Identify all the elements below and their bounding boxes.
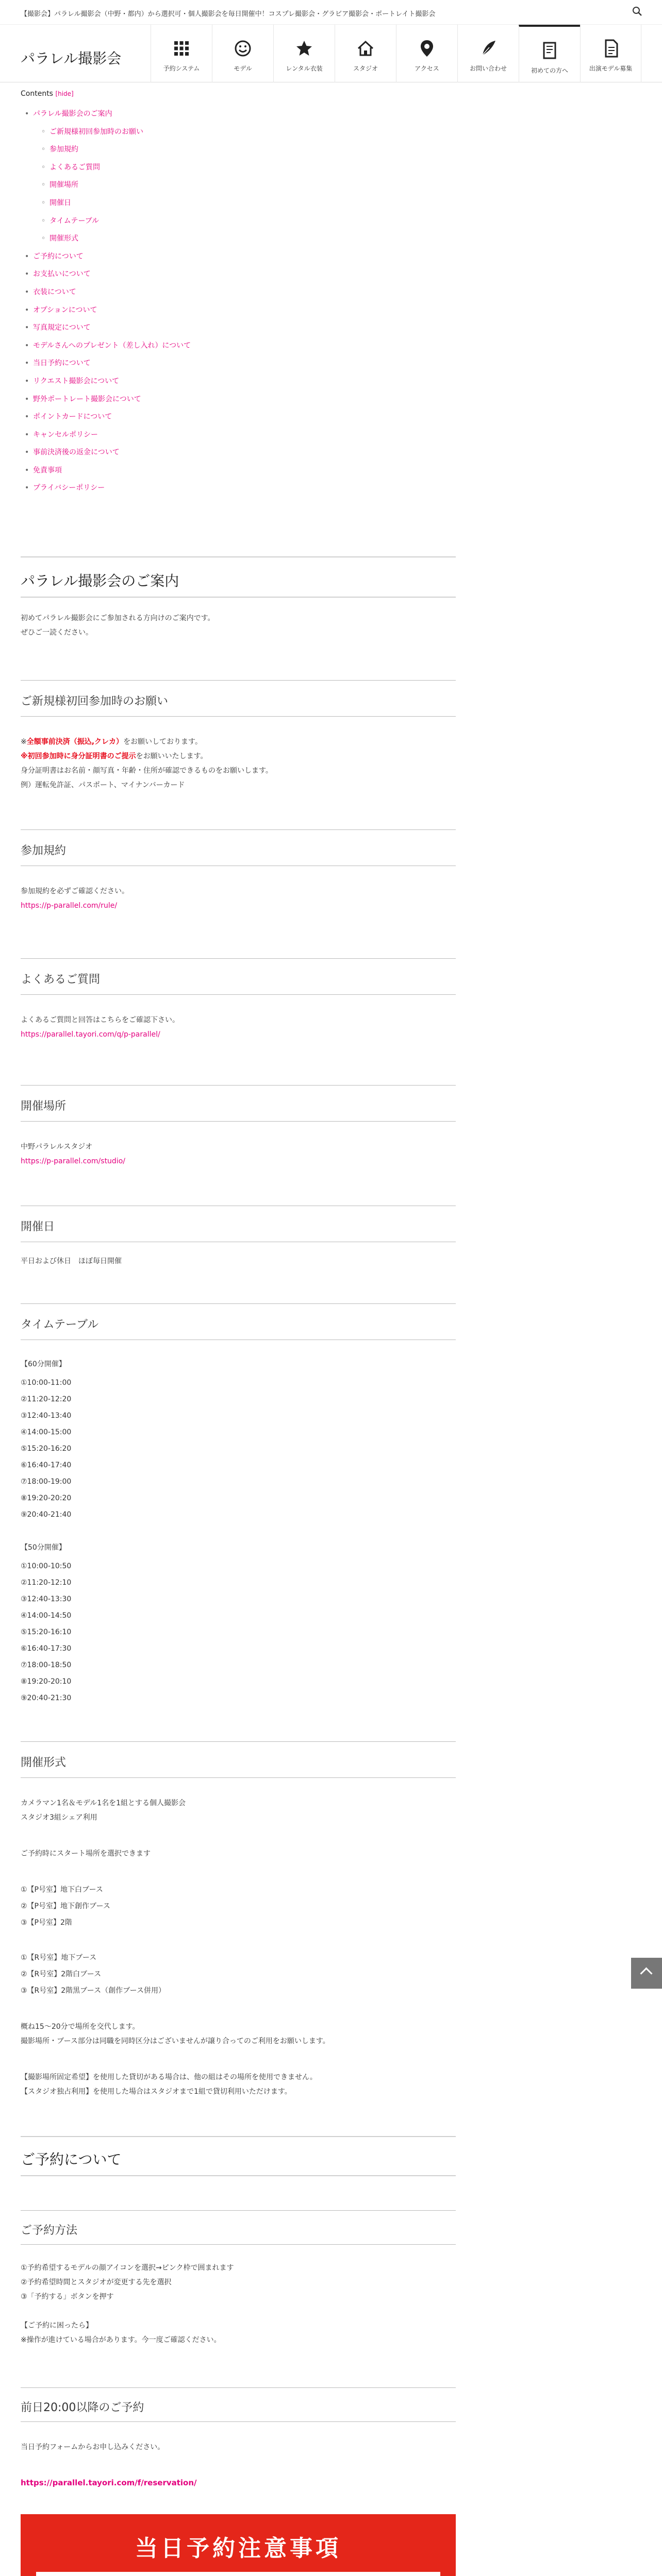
- toc-item[interactable]: • お支払いについて: [21, 265, 464, 283]
- subsection-divider: [21, 1303, 456, 1304]
- nav-item-first-time[interactable]: [519, 25, 580, 82]
- venue-text: 中野パラレルスタジオ: [21, 1143, 93, 1151]
- top-announcement-text: 【撮影会】パラレル撮影会（中野・都内）から選択可・個人撮影会を毎日開催中！コスプレ撮影会・グラビア撮影会・ポートレイト撮影会: [21, 10, 436, 18]
- toc-item[interactable]: ◦ よくあるご質問: [21, 159, 464, 177]
- subsection-title-timetable: タイムテーブル: [21, 1318, 99, 1331]
- notice-title: 当日予約注意事項: [135, 2535, 341, 2562]
- method-text: ②予約希望時間とスタジオが変更する先を選択: [21, 2278, 172, 2286]
- first-visit-text: 例）運転免許証、パスポート、マイナンバーカード: [21, 781, 185, 789]
- timetable-slot: ②11:20-12:10: [21, 1579, 72, 1587]
- format-text: ②【P号室】地下創作ブース: [21, 1902, 110, 1910]
- method-text: 【ご予約に困ったら】: [21, 2321, 93, 2330]
- nav-item-contact[interactable]: [457, 25, 519, 82]
- method-text: ①予約希望するモデルの顔アイコンを選択→ピンク枠で囲まれます: [21, 2264, 234, 2272]
- method-text: ※操作が進けている場合があります。今一度ご確認ください。: [21, 2336, 221, 2344]
- method-text: ③「予約する」ボタンを押す: [21, 2293, 114, 2301]
- first-visit-text: 身分証明書はお名前・顔写真・年齢・住所が確認できるものをお願いします。: [21, 767, 273, 775]
- toc-list: [21, 105, 464, 497]
- section-divider: [21, 556, 456, 557]
- notice-body: [36, 2572, 440, 2576]
- subsection-divider: [21, 2210, 456, 2211]
- section-divider: [21, 2175, 456, 2176]
- subsection-divider: [21, 994, 456, 995]
- section-title-guide: パラレル撮影会のご案内: [21, 572, 179, 589]
- guide-text: ぜひご一読ください。: [21, 629, 93, 637]
- toc-item[interactable]: ◦ タイムテーブル: [21, 212, 464, 230]
- site-logo[interactable]: パラレル撮影会: [21, 50, 122, 67]
- timetable-slot: ⑥16:40-17:30: [21, 1645, 72, 1653]
- timetable-slot: ⑨20:40-21:30: [21, 1694, 72, 1702]
- smile-icon: [233, 38, 253, 59]
- format-text: ③【R号室】2階黒ブース（創作ブース併用）: [21, 1987, 166, 1995]
- nav-item-rental-costume[interactable]: [273, 25, 335, 82]
- format-text: ご予約時にスタート場所を選択できます: [21, 1850, 151, 1858]
- timetable-slot: ⑦18:00-18:50: [21, 1661, 72, 1669]
- nav-item-reservation[interactable]: [151, 25, 212, 82]
- timetable-slot: ③12:40-13:30: [21, 1595, 72, 1603]
- nav-label: 出演モデル募集: [589, 65, 633, 72]
- terms-text: 参加規約を必ずご確認ください。: [21, 887, 129, 895]
- subsection-divider: [21, 1741, 456, 1742]
- toc-item[interactable]: • キャンセルポリシー: [21, 426, 464, 444]
- format-text: スタジオ3組シェア利用: [21, 1814, 97, 1822]
- timetable-slot: ⑧19:20-20:10: [21, 1677, 72, 1686]
- toc-item[interactable]: • ご予約について: [21, 248, 464, 266]
- note-text: をお願いいたします。: [136, 752, 208, 760]
- faq-link[interactable]: https://parallel.tayori.com/q/p-parallel/: [21, 1030, 160, 1039]
- guide-text: 初めてパラレル撮影会にご参加される方向けのご案内です。: [21, 614, 215, 622]
- subsection-title-faq: よくあるご質問: [21, 973, 101, 986]
- scroll-to-top-button[interactable]: [631, 1958, 662, 1989]
- nav-item-studio[interactable]: [335, 25, 396, 82]
- subsection-divider: [21, 2244, 456, 2245]
- document-icon: [601, 38, 621, 59]
- subsection-divider: [21, 716, 456, 717]
- book-icon: [539, 40, 560, 61]
- grid-icon: [171, 38, 192, 59]
- subsection-divider: [21, 1777, 456, 1778]
- toc-title: [21, 90, 74, 98]
- format-text: 撮影場所・ブース部分は同職を同時区分はございませんが譲り合ってのご利用をお願いします。: [21, 2037, 330, 2045]
- section-divider: [21, 597, 456, 598]
- timetable-slot: ⑤15:20-16:10: [21, 1628, 72, 1636]
- prepayment-highlight: 全額事前決済（振込,クレカ）: [26, 738, 124, 746]
- format-text: 【スタジオ独占利用】を使用した場合はスタジオまで1組で貸切利用いただけます。: [21, 2088, 292, 2096]
- toc-item[interactable]: • モデルさんへのプレゼント（差し入れ）について: [21, 337, 464, 355]
- timetable-group-title: 【50分開催】: [21, 1544, 66, 1552]
- sameday-notice-banner: [21, 2514, 456, 2576]
- nav-label: モデル: [234, 65, 252, 72]
- map-pin-icon: [417, 38, 437, 59]
- nav-item-models[interactable]: [212, 25, 273, 82]
- format-text: ①【R号室】地下ブース: [21, 1954, 97, 1962]
- nav-label: レンタル衣装: [286, 65, 323, 72]
- nav-label: アクセス: [415, 65, 439, 72]
- subsection-divider: [21, 958, 456, 959]
- venue-link[interactable]: https://p-parallel.com/studio/: [21, 1157, 125, 1165]
- top-announcement-bar: [0, 0, 662, 25]
- nav-label: スタジオ: [353, 65, 378, 72]
- timetable-group-title: 【60分開催】: [21, 1360, 66, 1368]
- toc-item[interactable]: • オプションについて: [21, 301, 464, 319]
- toc-item[interactable]: • ポイントカードについて: [21, 408, 464, 426]
- subsection-divider: [21, 829, 456, 830]
- subsection-title-method: ご予約方法: [21, 2224, 78, 2237]
- first-visit-payment-note: [21, 735, 202, 749]
- toc-item[interactable]: • 免責事項: [21, 462, 464, 480]
- subsection-divider: [21, 2387, 456, 2388]
- id-highlight: ※初回参加時に身分証明書のご提示: [21, 752, 136, 760]
- timetable-slot: ⑨20:40-21:40: [21, 1511, 72, 1519]
- toc-item[interactable]: • 写真規定について: [21, 319, 464, 337]
- timetable-slot: ④14:00-14:50: [21, 1612, 72, 1620]
- feather-icon: [478, 38, 499, 59]
- terms-link[interactable]: https://p-parallel.com/rule/: [21, 902, 118, 910]
- note-marker: ※: [21, 738, 27, 746]
- home-icon: [355, 38, 376, 59]
- nav-label: 初めての方へ: [531, 67, 568, 74]
- timetable-slot: ③12:40-13:40: [21, 1412, 72, 1420]
- section-divider: [21, 2136, 456, 2137]
- nav-item-model-recruit[interactable]: [580, 25, 641, 82]
- toc-item[interactable]: ◦ 参加規約: [21, 141, 464, 159]
- format-text: カメラマン1名＆モデル1名を1組とする個人撮影会: [21, 1799, 186, 1807]
- nav-label: 予約システム: [163, 65, 200, 72]
- global-nav: [151, 25, 641, 82]
- subsection-divider: [21, 1085, 456, 1086]
- subsection-divider: [21, 2421, 456, 2422]
- toc-item[interactable]: ◦ 開催形式: [21, 230, 464, 248]
- section-title-reservation: ご予約について: [21, 2151, 122, 2168]
- format-text: ③【P号室】2階: [21, 1919, 72, 1927]
- subsection-divider: [21, 1121, 456, 1122]
- timetable-slot: ⑥16:40-17:40: [21, 1461, 72, 1469]
- toc-item[interactable]: • 当日予約について: [21, 354, 464, 372]
- nav-label: お問い合わせ: [469, 65, 507, 72]
- toc-item[interactable]: • プライバシーポリシー: [21, 479, 464, 497]
- search-icon[interactable]: [631, 5, 643, 18]
- timetable-slot: ①10:00-11:00: [21, 1379, 72, 1387]
- timetable-slot: ④14:00-15:00: [21, 1428, 72, 1436]
- site-header: [0, 25, 662, 82]
- first-visit-id-note: [21, 749, 208, 764]
- format-text: 概ね15〜20分で場所を交代します。: [21, 2023, 140, 2031]
- format-text: ②【R号室】2階白ブース: [21, 1970, 102, 1978]
- timetable-slot: ②11:20-12:20: [21, 1395, 72, 1403]
- toc-item[interactable]: ◦ 開催場所: [21, 176, 464, 194]
- subsection-title-format: 開催形式: [21, 1756, 67, 1769]
- subsection-title-sameday: 前日20:00以降のご予約: [21, 2401, 144, 2414]
- timetable-slot: ⑦18:00-19:00: [21, 1478, 72, 1486]
- toc-item[interactable]: • 野外ポートレート撮影会について: [21, 391, 464, 409]
- toc-item[interactable]: • 事前決済後の返金について: [21, 444, 464, 462]
- toc-item[interactable]: • リクエスト撮影会について: [21, 372, 464, 391]
- star-icon: [294, 38, 315, 59]
- toc-item[interactable]: • 衣装について: [21, 283, 464, 301]
- note-text: をお願いしております。: [123, 738, 202, 746]
- toc-heading: Contents: [21, 90, 53, 98]
- sameday-text: 当日予約フォームからお申し込みください。: [21, 2443, 165, 2451]
- format-text: ①【P号室】地下白ブース: [21, 1886, 103, 1894]
- toc-item[interactable]: ◦ ご新規様初回参加時のお願い: [21, 123, 464, 141]
- timetable-slot: ①10:00-10:50: [21, 1562, 72, 1570]
- toc-item[interactable]: • パラレル撮影会のご案内: [21, 105, 464, 123]
- toc-toggle[interactable]: [hide]: [55, 90, 74, 97]
- subsection-title-venue: 開催場所: [21, 1100, 67, 1113]
- format-text: 【撮影場所固定希望】を使用した貸切がある場合は、他の組はその場所を使用できません。: [21, 2073, 317, 2081]
- subsection-title-first-visit: ご新規様初回参加時のお願い: [21, 695, 169, 708]
- subsection-divider: [21, 680, 456, 681]
- timetable-slot: ⑤15:20-16:20: [21, 1445, 72, 1453]
- subsection-title-terms: 参加規約: [21, 844, 67, 857]
- faq-text: よくあるご質問と回答はこちらをご確認下さい。: [21, 1016, 179, 1024]
- dates-text: 平日および休日 ほぼ毎日開催: [21, 1257, 122, 1265]
- timetable-slot: ⑧19:20-20:20: [21, 1494, 72, 1502]
- toc-item[interactable]: ◦ 開催日: [21, 194, 464, 212]
- sameday-form-link[interactable]: https://parallel.tayori.com/f/reservation/: [21, 2478, 197, 2487]
- subsection-title-dates: 開催日: [21, 1221, 55, 1233]
- nav-item-access[interactable]: [396, 25, 457, 82]
